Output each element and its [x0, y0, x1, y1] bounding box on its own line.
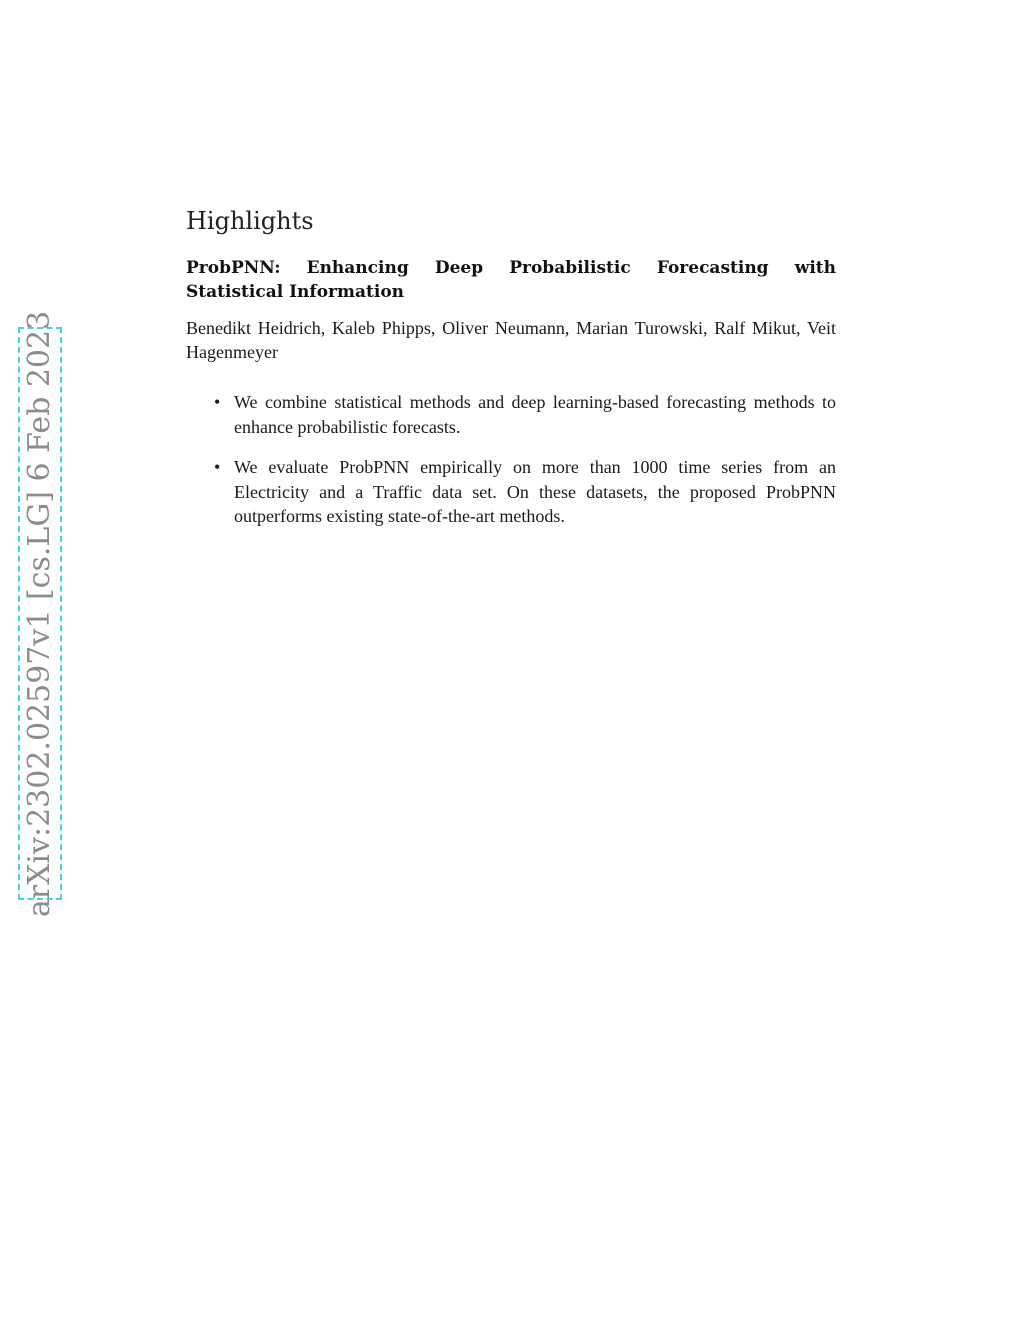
highlights-page	[186, 204, 836, 545]
arxiv-sidebar-stamp	[18, 310, 62, 917]
highlight-text: We evaluate ProbPNN empirically on more than 1000 time series from an Electricity and a Traffic data set. On these datasets, the proposed ProbPNN outperforms existing state-of-the-art methods.	[234, 457, 836, 526]
arxiv-identifier: arXiv:2302.02597v1 [cs.LG] 6 Feb 2023	[22, 310, 57, 917]
paper-title: ProbPNN: Enhancing Deep Probabilistic Forecasting with Statistical Information	[186, 258, 836, 302]
highlight-item	[214, 455, 836, 529]
bullet-icon: •	[214, 392, 221, 412]
author-list: Benedikt Heidrich, Kaleb Phipps, Oliver Neumann, Marian Turowski, Ralf Mikut, Veit Hagenmeyer	[186, 318, 836, 362]
bullet-icon: •	[214, 457, 221, 477]
highlight-text: We combine statistical methods and deep learning-based forecasting methods to enhance probabilistic forecasts.	[234, 392, 836, 437]
highlights-list	[186, 390, 836, 529]
highlight-item	[214, 390, 836, 439]
page-heading: Highlights	[186, 207, 314, 235]
